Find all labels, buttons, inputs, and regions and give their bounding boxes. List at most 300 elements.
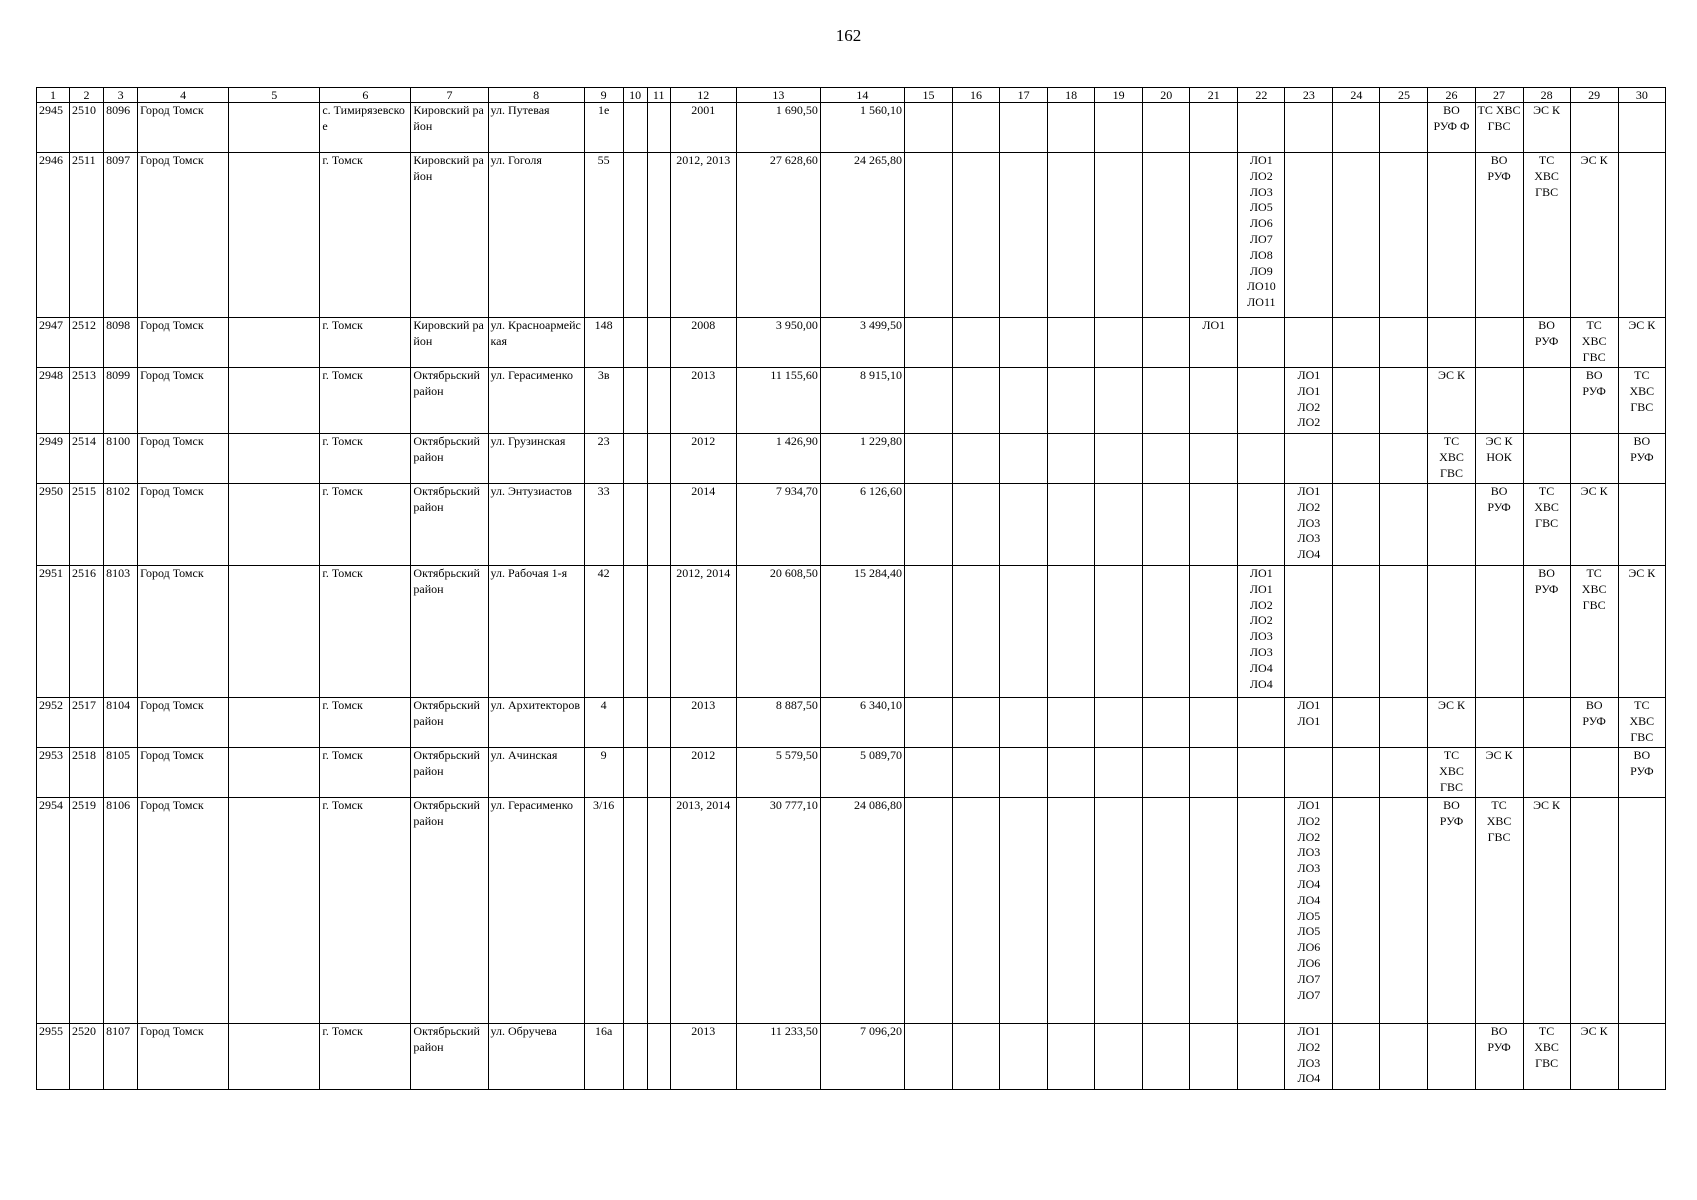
cell-col-14: 5 089,70 (820, 748, 904, 798)
cell-col-1: 2950 (37, 484, 70, 566)
cell-col-26: ВО РУФ Ф (1428, 103, 1475, 153)
cell-col-27: ТС ХВС ГВС (1475, 798, 1523, 1024)
cell-col-20 (1143, 103, 1190, 153)
cell-col-15 (904, 368, 952, 434)
cell-col-13: 30 777,10 (736, 798, 820, 1024)
cell-col-2: 2511 (70, 153, 104, 318)
cell-col-3: 8097 (104, 153, 138, 318)
cell-col-24 (1333, 748, 1380, 798)
cell-col-30: ЭС К (1618, 318, 1665, 368)
cell-col-7: Октябрьский район (411, 434, 488, 484)
cell-col-27: ВО РУФ (1475, 1024, 1523, 1090)
cell-col-9: 148 (584, 318, 623, 368)
cell-col-21 (1190, 698, 1238, 748)
cell-col-18 (1048, 1024, 1095, 1090)
cell-col-11 (647, 798, 670, 1024)
cell-col-28: ТС ХВС ГВС (1523, 153, 1570, 318)
cell-col-23 (1285, 434, 1333, 484)
cell-col-1: 2953 (37, 748, 70, 798)
cell-col-5 (229, 1024, 320, 1090)
cell-col-11 (647, 318, 670, 368)
cell-col-23 (1285, 103, 1333, 153)
cell-col-20 (1143, 1024, 1190, 1090)
cell-col-16 (953, 434, 1000, 484)
cell-col-25 (1380, 103, 1428, 153)
cell-col-22 (1238, 748, 1285, 798)
table-row (37, 103, 1666, 153)
column-header-18: 18 (1048, 88, 1095, 103)
cell-col-1: 2954 (37, 798, 70, 1024)
column-header-22: 22 (1238, 88, 1285, 103)
cell-col-2: 2512 (70, 318, 104, 368)
cell-col-18 (1048, 566, 1095, 698)
cell-col-22 (1238, 698, 1285, 748)
cell-col-9: 1е (584, 103, 623, 153)
column-header-12: 12 (670, 88, 736, 103)
cell-col-9: 9 (584, 748, 623, 798)
cell-col-21 (1190, 484, 1238, 566)
cell-col-19 (1095, 434, 1143, 484)
cell-col-9: 4 (584, 698, 623, 748)
cell-col-25 (1380, 484, 1428, 566)
cell-col-24 (1333, 484, 1380, 566)
cell-col-22: ЛО1 ЛО1 ЛО2 ЛО2 ЛО3 ЛО3 ЛО4 ЛО4 (1238, 566, 1285, 698)
cell-col-6: г. Томск (320, 748, 411, 798)
cell-col-10 (623, 748, 647, 798)
cell-col-30: ТС ХВС ГВС (1618, 368, 1665, 434)
column-header-28: 28 (1523, 88, 1570, 103)
column-header-26: 26 (1428, 88, 1475, 103)
cell-col-15 (904, 698, 952, 748)
cell-col-24 (1333, 798, 1380, 1024)
cell-col-12: 2012, 2013 (670, 153, 736, 318)
column-header-9: 9 (584, 88, 623, 103)
column-header-23: 23 (1285, 88, 1333, 103)
table-row (37, 566, 1666, 698)
cell-col-1: 2946 (37, 153, 70, 318)
cell-col-13: 3 950,00 (736, 318, 820, 368)
cell-col-18 (1048, 484, 1095, 566)
column-header-20: 20 (1143, 88, 1190, 103)
cell-col-21 (1190, 1024, 1238, 1090)
cell-col-10 (623, 698, 647, 748)
cell-col-18 (1048, 318, 1095, 368)
cell-col-24 (1333, 368, 1380, 434)
cell-col-21 (1190, 566, 1238, 698)
cell-col-28: ТС ХВС ГВС (1523, 1024, 1570, 1090)
cell-col-14: 1 560,10 (820, 103, 904, 153)
cell-col-1: 2949 (37, 434, 70, 484)
cell-col-24 (1333, 1024, 1380, 1090)
cell-col-5 (229, 318, 320, 368)
cell-col-4: Город Томск (138, 434, 229, 484)
cell-col-12: 2012, 2014 (670, 566, 736, 698)
column-header-2: 2 (70, 88, 104, 103)
cell-col-17 (1000, 1024, 1048, 1090)
cell-col-20 (1143, 566, 1190, 698)
cell-col-17 (1000, 484, 1048, 566)
cell-col-29: ТС ХВС ГВС (1570, 566, 1618, 698)
column-header-25: 25 (1380, 88, 1428, 103)
cell-col-5 (229, 748, 320, 798)
cell-col-6: г. Томск (320, 153, 411, 318)
cell-col-29 (1570, 103, 1618, 153)
cell-col-1: 2951 (37, 566, 70, 698)
cell-col-13: 5 579,50 (736, 748, 820, 798)
cell-col-12: 2008 (670, 318, 736, 368)
cell-col-24 (1333, 434, 1380, 484)
cell-col-26: ТС ХВС ГВС (1428, 434, 1475, 484)
cell-col-6: г. Томск (320, 566, 411, 698)
cell-col-25 (1380, 434, 1428, 484)
cell-col-4: Город Томск (138, 748, 229, 798)
cell-col-17 (1000, 566, 1048, 698)
cell-col-2: 2517 (70, 698, 104, 748)
cell-col-13: 1 690,50 (736, 103, 820, 153)
table-row (37, 748, 1666, 798)
column-header-13: 13 (736, 88, 820, 103)
column-header-14: 14 (820, 88, 904, 103)
table-row (37, 1024, 1666, 1090)
table-row (37, 318, 1666, 368)
cell-col-17 (1000, 318, 1048, 368)
cell-col-20 (1143, 698, 1190, 748)
cell-col-7: Кировский район (411, 153, 488, 318)
cell-col-29 (1570, 434, 1618, 484)
cell-col-29: ТС ХВС ГВС (1570, 318, 1618, 368)
cell-col-6: г. Томск (320, 434, 411, 484)
cell-col-13: 20 608,50 (736, 566, 820, 698)
cell-col-27: ВО РУФ (1475, 153, 1523, 318)
cell-col-4: Город Томск (138, 368, 229, 434)
cell-col-4: Город Томск (138, 103, 229, 153)
column-header-10: 10 (623, 88, 647, 103)
cell-col-8: ул. Герасименко (488, 368, 584, 434)
cell-col-24 (1333, 153, 1380, 318)
cell-col-17 (1000, 368, 1048, 434)
column-header-24: 24 (1333, 88, 1380, 103)
cell-col-18 (1048, 153, 1095, 318)
cell-col-28: ВО РУФ (1523, 566, 1570, 698)
cell-col-22: ЛО1 ЛО2 ЛО3 ЛО5 ЛО6 ЛО7 ЛО8 ЛО9 ЛО10 ЛО11 (1238, 153, 1285, 318)
cell-col-28: ВО РУФ (1523, 318, 1570, 368)
cell-col-26 (1428, 1024, 1475, 1090)
cell-col-19 (1095, 566, 1143, 698)
cell-col-2: 2515 (70, 484, 104, 566)
cell-col-11 (647, 103, 670, 153)
column-header-6: 6 (320, 88, 411, 103)
cell-col-19 (1095, 1024, 1143, 1090)
cell-col-3: 8096 (104, 103, 138, 153)
cell-col-12: 2012 (670, 748, 736, 798)
cell-col-16 (953, 698, 1000, 748)
cell-col-17 (1000, 798, 1048, 1024)
cell-col-23: ЛО1 ЛО1 ЛО2 ЛО2 (1285, 368, 1333, 434)
cell-col-30: ЭС К (1618, 566, 1665, 698)
cell-col-25 (1380, 566, 1428, 698)
cell-col-13: 11 155,60 (736, 368, 820, 434)
cell-col-4: Город Томск (138, 798, 229, 1024)
cell-col-19 (1095, 748, 1143, 798)
cell-col-12: 2013 (670, 368, 736, 434)
cell-col-30: ТС ХВС ГВС (1618, 698, 1665, 748)
cell-col-10 (623, 318, 647, 368)
cell-col-1: 2945 (37, 103, 70, 153)
cell-col-5 (229, 484, 320, 566)
cell-col-8: ул. Герасименко (488, 798, 584, 1024)
cell-col-7: Октябрьский район (411, 368, 488, 434)
cell-col-3: 8107 (104, 1024, 138, 1090)
column-header-15: 15 (904, 88, 952, 103)
cell-col-14: 24 265,80 (820, 153, 904, 318)
cell-col-1: 2955 (37, 1024, 70, 1090)
cell-col-15 (904, 484, 952, 566)
cell-col-21 (1190, 748, 1238, 798)
cell-col-11 (647, 153, 670, 318)
cell-col-4: Город Томск (138, 698, 229, 748)
cell-col-8: ул. Грузинская (488, 434, 584, 484)
cell-col-3: 8098 (104, 318, 138, 368)
cell-col-9: 16а (584, 1024, 623, 1090)
cell-col-25 (1380, 698, 1428, 748)
cell-col-13: 7 934,70 (736, 484, 820, 566)
cell-col-27: ЭС К НОК (1475, 434, 1523, 484)
cell-col-15 (904, 153, 952, 318)
cell-col-20 (1143, 434, 1190, 484)
cell-col-10 (623, 798, 647, 1024)
cell-col-21: ЛО1 (1190, 318, 1238, 368)
cell-col-14: 24 086,80 (820, 798, 904, 1024)
cell-col-1: 2947 (37, 318, 70, 368)
cell-col-11 (647, 434, 670, 484)
cell-col-25 (1380, 153, 1428, 318)
cell-col-6: г. Томск (320, 1024, 411, 1090)
cell-col-12: 2001 (670, 103, 736, 153)
cell-col-27: ТС ХВС ГВС (1475, 103, 1523, 153)
table-row (37, 153, 1666, 318)
cell-col-21 (1190, 103, 1238, 153)
cell-col-23: ЛО1 ЛО1 (1285, 698, 1333, 748)
cell-col-6: г. Томск (320, 318, 411, 368)
cell-col-28: ЭС К (1523, 798, 1570, 1024)
cell-col-8: ул. Гоголя (488, 153, 584, 318)
table-row (37, 798, 1666, 1024)
cell-col-4: Город Томск (138, 566, 229, 698)
cell-col-3: 8099 (104, 368, 138, 434)
cell-col-16 (953, 368, 1000, 434)
cell-col-29: ВО РУФ (1570, 368, 1618, 434)
table-row (37, 434, 1666, 484)
cell-col-27 (1475, 698, 1523, 748)
cell-col-22 (1238, 434, 1285, 484)
cell-col-27: ВО РУФ (1475, 484, 1523, 566)
cell-col-26 (1428, 153, 1475, 318)
cell-col-7: Октябрьский район (411, 798, 488, 1024)
cell-col-27 (1475, 566, 1523, 698)
cell-col-27 (1475, 318, 1523, 368)
cell-col-16 (953, 153, 1000, 318)
cell-col-16 (953, 318, 1000, 368)
cell-col-10 (623, 484, 647, 566)
cell-col-15 (904, 1024, 952, 1090)
cell-col-17 (1000, 748, 1048, 798)
cell-col-20 (1143, 484, 1190, 566)
cell-col-8: ул. Обручева (488, 1024, 584, 1090)
cell-col-3: 8102 (104, 484, 138, 566)
cell-col-30 (1618, 1024, 1665, 1090)
cell-col-28 (1523, 698, 1570, 748)
cell-col-8: ул. Красноармейская (488, 318, 584, 368)
cell-col-10 (623, 434, 647, 484)
cell-col-16 (953, 1024, 1000, 1090)
cell-col-22 (1238, 484, 1285, 566)
cell-col-7: Октябрьский район (411, 698, 488, 748)
cell-col-13: 27 628,60 (736, 153, 820, 318)
cell-col-30 (1618, 798, 1665, 1024)
cell-col-29 (1570, 798, 1618, 1024)
cell-col-11 (647, 748, 670, 798)
table-body (37, 103, 1666, 1090)
cell-col-12: 2013, 2014 (670, 798, 736, 1024)
cell-col-2: 2520 (70, 1024, 104, 1090)
cell-col-10 (623, 103, 647, 153)
cell-col-29: ЭС К (1570, 153, 1618, 318)
column-header-30: 30 (1618, 88, 1665, 103)
cell-col-26: ЭС К (1428, 368, 1475, 434)
cell-col-7: Октябрьский район (411, 748, 488, 798)
cell-col-25 (1380, 368, 1428, 434)
cell-col-15 (904, 748, 952, 798)
cell-col-27: ЭС К (1475, 748, 1523, 798)
cell-col-23 (1285, 318, 1333, 368)
column-header-8: 8 (488, 88, 584, 103)
cell-col-11 (647, 368, 670, 434)
column-header-27: 27 (1475, 88, 1523, 103)
cell-col-10 (623, 1024, 647, 1090)
cell-col-22 (1238, 318, 1285, 368)
cell-col-26 (1428, 484, 1475, 566)
cell-col-16 (953, 566, 1000, 698)
cell-col-14: 7 096,20 (820, 1024, 904, 1090)
cell-col-22 (1238, 1024, 1285, 1090)
cell-col-3: 8100 (104, 434, 138, 484)
cell-col-24 (1333, 103, 1380, 153)
cell-col-13: 11 233,50 (736, 1024, 820, 1090)
cell-col-5 (229, 566, 320, 698)
cell-col-9: 42 (584, 566, 623, 698)
cell-col-17 (1000, 153, 1048, 318)
cell-col-19 (1095, 103, 1143, 153)
cell-col-24 (1333, 566, 1380, 698)
cell-col-22 (1238, 103, 1285, 153)
cell-col-8: ул. Ачинская (488, 748, 584, 798)
registry-table (36, 87, 1666, 1090)
cell-col-10 (623, 368, 647, 434)
cell-col-26: ВО РУФ (1428, 798, 1475, 1024)
cell-col-9: 33 (584, 484, 623, 566)
cell-col-21 (1190, 798, 1238, 1024)
table-row (37, 698, 1666, 748)
cell-col-2: 2514 (70, 434, 104, 484)
cell-col-2: 2510 (70, 103, 104, 153)
column-header-21: 21 (1190, 88, 1238, 103)
column-header-7: 7 (411, 88, 488, 103)
cell-col-7: Октябрьский район (411, 1024, 488, 1090)
cell-col-30: ВО РУФ (1618, 748, 1665, 798)
cell-col-8: ул. Рабочая 1-я (488, 566, 584, 698)
cell-col-4: Город Томск (138, 153, 229, 318)
column-header-3: 3 (104, 88, 138, 103)
cell-col-20 (1143, 748, 1190, 798)
cell-col-14: 3 499,50 (820, 318, 904, 368)
cell-col-4: Город Томск (138, 1024, 229, 1090)
cell-col-8: ул. Архитекторов (488, 698, 584, 748)
cell-col-6: г. Томск (320, 368, 411, 434)
cell-col-23 (1285, 566, 1333, 698)
column-header-17: 17 (1000, 88, 1048, 103)
cell-col-12: 2012 (670, 434, 736, 484)
cell-col-20 (1143, 798, 1190, 1024)
cell-col-16 (953, 484, 1000, 566)
cell-col-21 (1190, 368, 1238, 434)
cell-col-1: 2952 (37, 698, 70, 748)
cell-col-18 (1048, 698, 1095, 748)
cell-col-5 (229, 434, 320, 484)
cell-col-12: 2014 (670, 484, 736, 566)
column-header-11: 11 (647, 88, 670, 103)
cell-col-12: 2013 (670, 1024, 736, 1090)
cell-col-17 (1000, 434, 1048, 484)
cell-col-15 (904, 103, 952, 153)
cell-col-22 (1238, 368, 1285, 434)
cell-col-5 (229, 103, 320, 153)
cell-col-6: г. Томск (320, 798, 411, 1024)
column-header-16: 16 (953, 88, 1000, 103)
cell-col-10 (623, 153, 647, 318)
cell-col-15 (904, 318, 952, 368)
cell-col-11 (647, 698, 670, 748)
cell-col-22 (1238, 798, 1285, 1024)
cell-col-19 (1095, 798, 1143, 1024)
cell-col-15 (904, 434, 952, 484)
cell-col-5 (229, 153, 320, 318)
column-header-1: 1 (37, 88, 70, 103)
cell-col-9: 3/16 (584, 798, 623, 1024)
cell-col-7: Кировский район (411, 103, 488, 153)
cell-col-15 (904, 566, 952, 698)
cell-col-8: ул. Путевая (488, 103, 584, 153)
cell-col-18 (1048, 748, 1095, 798)
cell-col-26: ЭС К (1428, 698, 1475, 748)
cell-col-11 (647, 1024, 670, 1090)
cell-col-23 (1285, 748, 1333, 798)
cell-col-18 (1048, 368, 1095, 434)
cell-col-3: 8104 (104, 698, 138, 748)
cell-col-14: 8 915,10 (820, 368, 904, 434)
cell-col-19 (1095, 484, 1143, 566)
cell-col-27 (1475, 368, 1523, 434)
cell-col-15 (904, 798, 952, 1024)
cell-col-5 (229, 798, 320, 1024)
cell-col-7: Кировский район (411, 318, 488, 368)
cell-col-18 (1048, 798, 1095, 1024)
cell-col-25 (1380, 318, 1428, 368)
cell-col-3: 8106 (104, 798, 138, 1024)
cell-col-4: Город Томск (138, 484, 229, 566)
cell-col-2: 2513 (70, 368, 104, 434)
column-header-29: 29 (1570, 88, 1618, 103)
cell-col-6: г. Томск (320, 484, 411, 566)
